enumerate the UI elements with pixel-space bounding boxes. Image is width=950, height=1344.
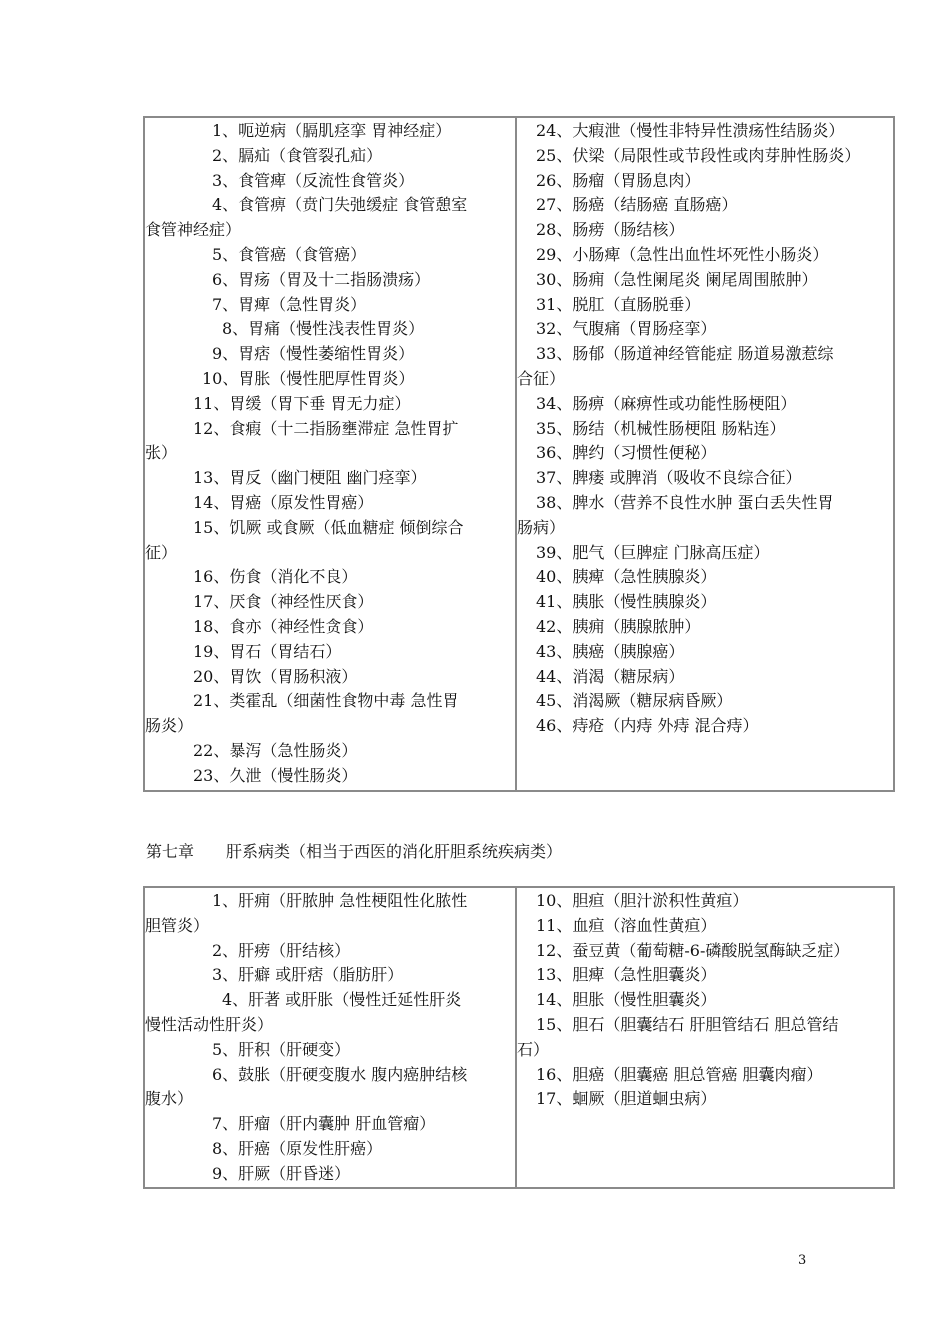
table-line: 19、胃石（胃结石） xyxy=(193,641,342,661)
table-line: 12、食瘕（十二指肠壅滞症 急性胃扩 xyxy=(193,418,459,438)
table-line: 1、呃逆病（膈肌痉挛 胃神经症） xyxy=(212,121,452,140)
table-line: 37、脾瘘 或脾消（吸收不良综合征） xyxy=(536,468,802,488)
table-line: 15、饥厥 或食厥（低血糖症 倾倒综合 xyxy=(193,517,464,537)
table-line: 41、胰胀（慢性胰腺炎） xyxy=(536,592,717,612)
table-line: 33、肠郁（肠道神经管能症 肠道易激惹综 xyxy=(536,344,834,364)
table-column-left xyxy=(145,118,517,790)
table-line: 9、胃痞（慢性萎缩性胃炎） xyxy=(212,344,415,364)
table-line: 38、脾水（营养不良性水肿 蛋白丢失性胃 xyxy=(536,492,834,512)
table-line: 张） xyxy=(145,443,178,463)
table-liver-diseases xyxy=(143,886,895,1189)
table-line: 肠炎） xyxy=(145,716,194,736)
table-line: 24、大瘕泄（慢性非特异性溃疡性结肠炎） xyxy=(536,121,845,140)
table-line: 食管神经症） xyxy=(145,220,242,240)
table-line: 10、胃胀（慢性肥厚性胃炎） xyxy=(202,368,415,388)
table-line: 43、胰癌（胰腺癌） xyxy=(536,641,685,661)
table-line: 11、胃缓（胃下垂 胃无力症） xyxy=(193,393,411,413)
table-line: 11、血疸（溶血性黄疸） xyxy=(536,915,717,935)
table-line: 46、痔疮（内痔 外痔 混合痔） xyxy=(536,716,759,736)
table-line: 3、食管痺（反流性食管炎） xyxy=(212,170,415,190)
table-line: 4、肝著 或肝胀（慢性迁延性肝炎 xyxy=(222,990,462,1010)
table-line: 21、类霍乱（细菌性食物中毒 急性胃 xyxy=(193,691,459,711)
table-line: 17、厌食（神经性厌食） xyxy=(193,592,374,612)
table-line: 胆管炎） xyxy=(145,915,210,935)
table-line: 15、胆石（胆囊结石 肝胆管结石 胆总管结 xyxy=(536,1014,839,1034)
chapter-heading: 第七章 肝系病类（相当于西医的消化肝胆系统疾病类） xyxy=(146,842,563,861)
table-line: 18、食亦（神经性贪食） xyxy=(193,616,374,636)
table-line: 40、胰痺（急性胰腺炎） xyxy=(536,567,717,587)
table-line: 35、肠结（机械性肠梗阻 肠粘连） xyxy=(536,418,786,438)
table-line: 45、消渴厥（糖尿病昏厥） xyxy=(536,691,733,711)
table-line: 合征） xyxy=(517,368,566,388)
table-line: 7、肝瘤（肝内囊肿 肝血管瘤） xyxy=(212,1114,436,1134)
table-line: 10、胆疸（胆汁淤积性黄疸） xyxy=(536,891,749,910)
page-number: 3 xyxy=(798,1253,807,1268)
table-line: 20、胃饮（胃肠积液） xyxy=(193,666,358,686)
table-line: 14、胆胀（慢性胆囊炎） xyxy=(536,990,717,1010)
table-line: 32、气腹痛（胃肠痉挛） xyxy=(536,319,717,339)
table-line: 慢性活动性肝炎） xyxy=(145,1014,274,1034)
table-line: 6、胃疡（胃及十二指肠溃疡） xyxy=(212,269,431,289)
table-line: 征） xyxy=(145,542,178,562)
table-line: 9、肝厥（肝昏迷） xyxy=(212,1163,351,1183)
table-line: 31、脱肛（直肠脱垂） xyxy=(536,294,701,314)
table-line: 12、蚕豆黄（葡萄糖-6-磷酸脱氢酶缺乏症） xyxy=(536,940,850,960)
table-line: 28、肠痨（肠结核） xyxy=(536,220,685,240)
table-line: 17、蛔厥（胆道蛔虫病） xyxy=(536,1089,717,1109)
table-line: 石） xyxy=(517,1039,550,1059)
table-line: 27、肠癌（结肠癌 直肠癌） xyxy=(536,195,738,215)
table-line: 8、胃痛（慢性浅表性胃炎） xyxy=(222,319,425,339)
table-line: 5、肝积（肝硬变） xyxy=(212,1039,351,1059)
table-line: 肠病） xyxy=(517,517,566,537)
table-line: 2、膈疝（食管裂孔疝） xyxy=(212,145,383,165)
table-line: 3、肝癖 或肝痞（脂肪肝） xyxy=(212,965,404,985)
table-line: 14、胃癌（原发性胃癌） xyxy=(193,492,374,512)
table-line: 42、胰痈（胰腺脓肿） xyxy=(536,616,701,636)
table-line: 16、伤食（消化不良） xyxy=(193,567,358,587)
table-line: 16、胆癌（胆囊癌 胆总管癌 胆囊肉瘤） xyxy=(536,1064,823,1084)
table-line: 29、小肠痺（急性出血性坏死性小肠炎） xyxy=(536,244,829,264)
table-line: 34、肠痹（麻痹性或功能性肠梗阻） xyxy=(536,393,797,413)
table-line: 36、脾约（习惯性便秘） xyxy=(536,443,717,463)
table-line: 30、肠痈（急性阑尾炎 阑尾周围脓肿） xyxy=(536,269,818,289)
table-line: 8、肝癌（原发性肝癌） xyxy=(212,1138,383,1158)
table-line: 22、暴泻（急性肠炎） xyxy=(193,740,358,760)
table-column-right xyxy=(517,888,893,1187)
table-line: 5、食管癌（食管癌） xyxy=(212,244,367,264)
table-line: 4、食管痹（贲门失弛缓症 食管憩室 xyxy=(212,195,468,215)
table-column-left xyxy=(145,888,517,1187)
table-line: 腹水） xyxy=(145,1089,194,1109)
table-line: 13、胃反（幽门梗阻 幽门痉挛） xyxy=(193,468,427,488)
table-line: 39、肥气（巨脾症 门脉高压症） xyxy=(536,542,770,562)
table-line: 44、消渴（糖尿病） xyxy=(536,666,685,686)
table-column-right xyxy=(517,118,893,790)
table-line: 2、肝痨（肝结核） xyxy=(212,940,351,960)
table-line: 1、肝痈（肝脓肿 急性梗阻性化脓性 xyxy=(212,891,468,910)
table-line: 13、胆痺（急性胆囊炎） xyxy=(536,965,717,985)
table-line: 6、鼓胀（肝硬变腹水 腹内癌肿结核 xyxy=(212,1064,468,1084)
table-line: 7、胃痺（急性胃炎） xyxy=(212,294,367,314)
table-line: 25、伏梁（局限性或节段性或肉芽肿性肠炎） xyxy=(536,145,861,165)
table-digestive-diseases xyxy=(143,116,895,792)
table-line: 26、肠瘤（胃肠息肉） xyxy=(536,170,701,190)
table-line: 23、久泄（慢性肠炎） xyxy=(193,765,358,785)
